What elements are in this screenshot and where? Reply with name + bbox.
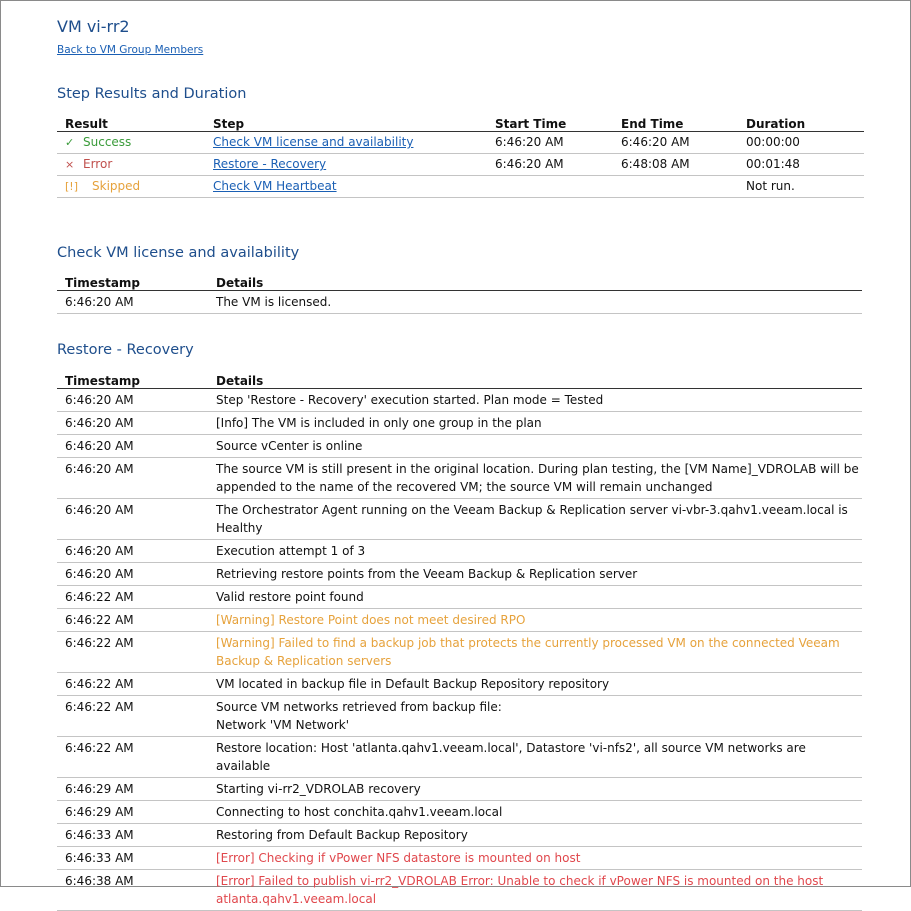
log-row (57, 778, 862, 801)
log-details: Retrieving restore points from the Veeam Backup & Replication server (208, 563, 862, 586)
log-timestamp: 6:46:20 AM (57, 458, 208, 499)
step-row (57, 176, 864, 198)
start-time (487, 176, 613, 198)
log-row (57, 847, 862, 870)
log-details: Restore location: Host 'atlanta.qahv1.veeam.local', Datastore 'vi-nfs2', all source VM networks are available (208, 737, 862, 778)
col-start-time: Start Time (487, 113, 613, 132)
duration: 00:00:00 (738, 132, 864, 154)
log-details: Execution attempt 1 of 3 (208, 540, 862, 563)
log-timestamp: 6:46:20 AM (57, 563, 208, 586)
col-end-time: End Time (613, 113, 738, 132)
start-time: 6:46:20 AM (487, 154, 613, 176)
result-label: Success (83, 135, 132, 149)
recovery-log-table (57, 370, 862, 911)
log-details: [Error] Failed to publish vi-rr2_VDROLAB Error: Unable to check if vPower NFS is mounted on the host atlanta.qahv1.veeam.local (208, 870, 862, 911)
log-details: Starting vi-rr2_VDROLAB recovery (208, 778, 862, 801)
log-timestamp: 6:46:20 AM (57, 499, 208, 540)
log-row (57, 696, 862, 737)
end-time: 6:48:08 AM (613, 154, 738, 176)
step-link-restore-recovery[interactable]: Restore - Recovery (213, 157, 327, 171)
log-row (57, 412, 862, 435)
start-time: 6:46:20 AM (487, 132, 613, 154)
step-row (57, 154, 864, 176)
log-row (57, 801, 862, 824)
log-row (57, 737, 862, 778)
log-timestamp: 6:46:20 AM (57, 291, 208, 314)
log-row (57, 389, 862, 412)
log-timestamp: 6:46:29 AM (57, 801, 208, 824)
end-time (613, 176, 738, 198)
log-row (57, 458, 862, 499)
recovery-header-row (57, 370, 862, 389)
steps-heading: Step Results and Duration (57, 86, 247, 102)
log-details: [Warning] Failed to find a backup job that protects the currently processed VM on the connected Veeam Backup & Replication servers (208, 632, 862, 673)
step-link-check-heartbeat[interactable]: Check VM Heartbeat (213, 179, 337, 193)
log-timestamp: 6:46:33 AM (57, 824, 208, 847)
log-row (57, 291, 862, 314)
log-details: Step 'Restore - Recovery' execution started. Plan mode = Tested (208, 389, 862, 412)
result-cell (57, 154, 205, 176)
log-row (57, 435, 862, 458)
log-details: [Info] The VM is included in only one group in the plan (208, 412, 862, 435)
step-link-check-license[interactable]: Check VM license and availability (213, 135, 414, 149)
col-timestamp: Timestamp (57, 272, 208, 291)
log-details: Source VM networks retrieved from backup file: Network 'VM Network' (208, 696, 862, 737)
log-timestamp: 6:46:22 AM (57, 696, 208, 737)
duration: Not run. (738, 176, 864, 198)
steps-table (57, 113, 864, 198)
license-header-row (57, 272, 862, 291)
result-label: Error (83, 157, 113, 171)
log-details: [Warning] Restore Point does not meet desired RPO (208, 609, 862, 632)
col-step: Step (205, 113, 487, 132)
col-result: Result (57, 113, 205, 132)
page-title: VM vi-rr2 (57, 17, 130, 36)
log-row (57, 673, 862, 696)
step-row (57, 132, 864, 154)
log-details: The Orchestrator Agent running on the Veeam Backup & Replication server vi-vbr-3.qahv1.veeam.local is Healthy (208, 499, 862, 540)
log-timestamp: 6:46:29 AM (57, 778, 208, 801)
log-timestamp: 6:46:22 AM (57, 586, 208, 609)
log-timestamp: 6:46:22 AM (57, 609, 208, 632)
col-details: Details (208, 370, 862, 389)
log-timestamp: 6:46:22 AM (57, 737, 208, 778)
license-log-table (57, 272, 862, 314)
result-label: Skipped (92, 179, 141, 193)
log-row (57, 632, 862, 673)
log-row (57, 563, 862, 586)
log-timestamp: 6:46:33 AM (57, 847, 208, 870)
col-duration: Duration (738, 113, 864, 132)
license-heading: Check VM license and availability (57, 245, 300, 261)
log-row (57, 586, 862, 609)
log-details: Connecting to host conchita.qahv1.veeam.local (208, 801, 862, 824)
log-details: Restoring from Default Backup Repository (208, 824, 862, 847)
log-details: Source vCenter is online (208, 435, 862, 458)
log-timestamp: 6:46:20 AM (57, 389, 208, 412)
log-row (57, 824, 862, 847)
log-timestamp: 6:46:22 AM (57, 673, 208, 696)
result-cell (57, 176, 205, 198)
log-timestamp: 6:46:20 AM (57, 412, 208, 435)
log-row (57, 609, 862, 632)
log-row (57, 870, 862, 911)
log-timestamp: 6:46:20 AM (57, 540, 208, 563)
log-timestamp: 6:46:38 AM (57, 870, 208, 911)
col-timestamp: Timestamp (57, 370, 208, 389)
log-details: The source VM is still present in the original location. During plan testing, the [VM Name]_VDROLAB will be appended to the name of the recovered VM; the source VM will remain unchanged (208, 458, 862, 499)
recovery-heading: Restore - Recovery (57, 342, 194, 358)
error-x-icon: × (65, 158, 75, 171)
end-time: 6:46:20 AM (613, 132, 738, 154)
log-timestamp: 6:46:22 AM (57, 632, 208, 673)
log-timestamp: 6:46:20 AM (57, 435, 208, 458)
duration: 00:01:48 (738, 154, 864, 176)
col-details: Details (208, 272, 862, 291)
back-link[interactable]: Back to VM Group Members (57, 44, 204, 56)
log-details: The VM is licensed. (208, 291, 862, 314)
log-row (57, 499, 862, 540)
check-icon: ✓ (65, 136, 75, 149)
log-row (57, 540, 862, 563)
log-details: VM located in backup file in Default Backup Repository repository (208, 673, 862, 696)
log-details: [Error] Checking if vPower NFS datastore is mounted on host (208, 847, 862, 870)
steps-header-row (57, 113, 864, 132)
result-cell (57, 132, 205, 154)
log-details: Valid restore point found (208, 586, 862, 609)
skipped-icon: [!] (65, 180, 78, 193)
